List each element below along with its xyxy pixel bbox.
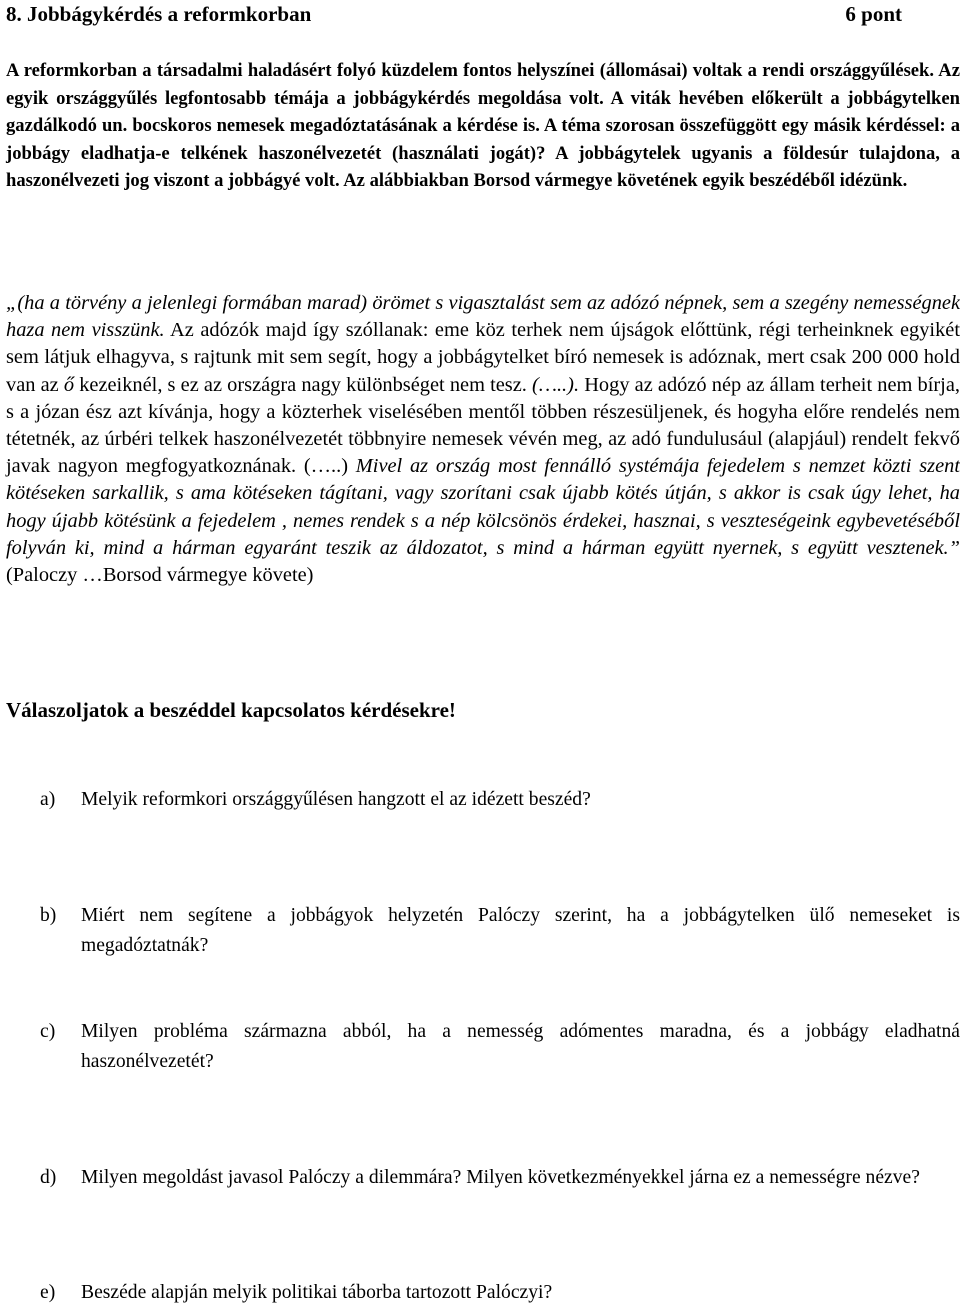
question-text: Beszéde alapján melyik politikai táborba tartozott Palóczyi? <box>81 1282 553 1303</box>
question-d <box>6 1163 960 1193</box>
question-letter: d) <box>40 1167 57 1188</box>
question-letter: e) <box>40 1282 56 1303</box>
question-e <box>6 1278 960 1308</box>
quote-ellipsis-1: (…..). <box>526 373 580 396</box>
question-text: Milyen probléma származna abból, ha a nemesség adómentes maradna, és a jobbágy eladhatná haszonélvezetét? <box>81 1021 960 1072</box>
instruction-heading: Válaszoljatok a beszéddel kapcsolatos kérdésekre! <box>6 698 456 722</box>
quote-part-3: ő <box>63 373 75 396</box>
question-letter: c) <box>40 1021 56 1042</box>
question-text: Milyen megoldást javasol Palóczy a dilemmára? Milyen következményekkel járna ez a nemességre nézve? <box>81 1167 920 1188</box>
intro-paragraph: A reformkorban a társadalmi haladásért folyó küzdelem fontos helyszínei (állomásai) voltak a rendi országgyűlések. Az egyik országgyűlés legfontosabb témája a jobbágykérdés megoldása volt. A viták hevében előkerült a jobbágytelken gazdálkodó un. bocskoros nemesek megadóztatásának a kérdése is. A téma szorosan összefüggött egy másik kérdéssel: a jobbágy eladhatja-e telkének haszonélvezetét (használati jogát)? A jobbágytelek ugyanis a földesúr tulajdona, a haszonélvezeti jog viszont a jobbágyé volt. Az alábbiakban Borsod vármegye követének egyik beszédéből idézünk. <box>6 60 960 192</box>
task-points: 6 pont <box>845 2 902 26</box>
question-a <box>6 785 960 815</box>
quote-part-5: Hogy az adózó nép az állam terheit nem bírja, s a józan ész azt kívánja, hogy a közterhek viselésében mentől többen részesüljenek, és hogyha előre rendelés nem tétetnék, az úrbéri telkek haszonélvezetét többnyire nemesek vévén meg, az adó fundulusául (alapjául) rendelt fekvő javak nagyon megfogyatkoznának. <box>6 373 960 478</box>
question-c <box>6 1017 960 1076</box>
question-b <box>6 901 960 960</box>
question-text: Melyik reformkori országgyűlésen hangzott el az idézett beszéd? <box>81 789 591 810</box>
task-title: 8. Jobbágykérdés a reformkorban <box>6 2 312 26</box>
quote-ellipsis-2: (…..) <box>296 455 349 478</box>
source-quote <box>6 290 960 589</box>
quote-part-1: „(ha a törvény a jelenlegi formában marad) örömet s vigasztalást sem az adózó népnek, sem a szegény nemességnek haza nem visszünk. <box>6 292 960 342</box>
quote-part-2: Az adózók majd így szóllanak: eme köz terhek nem újságok előttünk, régi terheinknek egyikét sem látjuk elhagyva, s rajtunk mit sem segít, hogy a jobbágytelket bíró nemesek is adóznak, mert csak 200 000 hold van az <box>6 319 960 396</box>
question-text: Miért nem segítene a jobbágyok helyzetén Palóczy szerint, ha a jobbágytelken ülő nemeseket is megadóztatnák? <box>81 905 960 956</box>
quote-part-4: kezeiknél, s ez az országra nagy különbséget nem tesz. <box>74 373 527 396</box>
quote-attribution: (Paloczy …Borsod vármegye követe) <box>6 564 314 587</box>
task-header <box>6 2 902 30</box>
quote-part-6: Mivel az ország most fennálló systémája fejedelem s nemzet közti szent kötéseken sarkallik, s ama kötéseken tágítani, vagy szorítani csak újabb kötés útján, s akkor is csak úgy lehet, ha hogy újabb kötésünk a fejedelem , nemes rendek s a nép kölcsönös érdekei, hasznai, s veszteségeink egybevetéséből folyván ki, mind a hárman egyaránt teszik az áldozatot, s mind a hárman együtt nyernek, s együtt vesztenek.” <box>6 455 960 559</box>
question-letter: a) <box>40 789 56 810</box>
question-letter: b) <box>40 905 57 926</box>
